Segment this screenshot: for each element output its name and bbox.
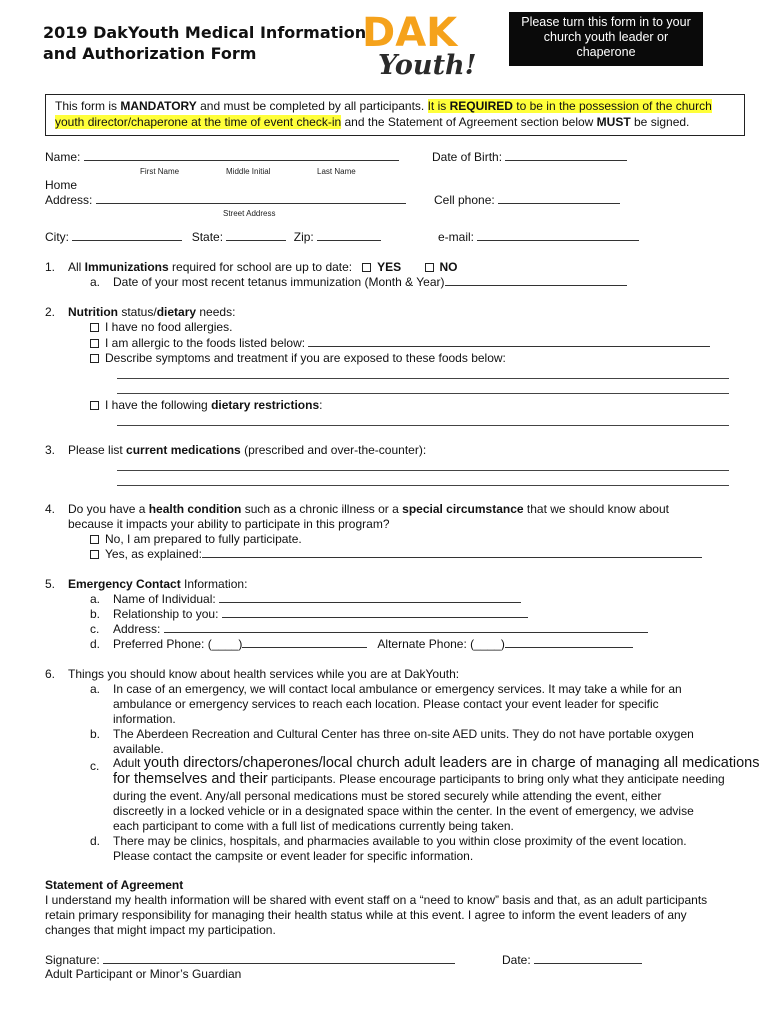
dob-row bbox=[432, 150, 627, 165]
agreement-text: I understand my health information will be shared with event staff on a “need to know” basis and that, as an adult participants bbox=[45, 893, 708, 907]
q2-part: status/ bbox=[118, 305, 157, 319]
zip-label: Zip: bbox=[293, 230, 314, 244]
no-allergies-checkbox[interactable] bbox=[90, 323, 99, 332]
dakyouth-logo bbox=[356, 6, 476, 80]
q2-number: 2. bbox=[45, 305, 56, 319]
q6c-line: each participant to come with a full list of medications currently being taken. bbox=[113, 819, 514, 833]
q5-text bbox=[68, 577, 247, 592]
signature-field[interactable] bbox=[103, 963, 455, 964]
q2-option-allergic bbox=[90, 336, 710, 351]
allergic-checkbox[interactable] bbox=[90, 339, 99, 348]
q5c-label: Address: bbox=[113, 622, 161, 636]
agreement-text: retain primary responsibility for managing their health status while at this event. I agree to inform the event leaders of any bbox=[45, 908, 687, 922]
notice-line: chaperone bbox=[576, 45, 636, 59]
q5a-label: Name of Individual: bbox=[113, 592, 216, 606]
q6b-letter: b. bbox=[90, 727, 101, 741]
mandatory-text: This form is bbox=[55, 99, 121, 113]
q2-option-restrictions bbox=[90, 398, 322, 413]
q6a-line: In case of an emergency, we will contact local ambulance or emergency services. It may take a while for an bbox=[113, 682, 682, 696]
q5b-letter: b. bbox=[90, 607, 101, 621]
q4-part: that we should know about bbox=[523, 502, 669, 516]
option-label: I have the following bbox=[105, 398, 212, 412]
q4-part: such as a chronic illness or a bbox=[241, 502, 403, 516]
cell-label: Cell phone: bbox=[434, 193, 495, 207]
option-label: No, I am prepared to fully participate. bbox=[105, 532, 302, 546]
mandatory-text: and must be completed by all participants. bbox=[196, 99, 428, 113]
q5d bbox=[113, 637, 633, 652]
logo-text-top: DAK bbox=[362, 10, 458, 56]
mandatory-notice-box bbox=[45, 94, 745, 136]
q5b-label: Relationship to you: bbox=[113, 607, 219, 621]
tetanus-date-field[interactable] bbox=[445, 285, 627, 286]
q5-number: 5. bbox=[45, 577, 56, 591]
address-field[interactable] bbox=[96, 203, 406, 204]
q2-option-describe bbox=[90, 351, 506, 366]
must-emphasis: MUST bbox=[596, 115, 631, 129]
describe-checkbox[interactable] bbox=[90, 354, 99, 363]
q1-part: All bbox=[68, 260, 85, 274]
yes-label: YES bbox=[377, 260, 402, 274]
cell-row bbox=[434, 193, 620, 208]
cell-phone-field[interactable] bbox=[498, 203, 620, 204]
middle-initial-caption: Middle Initial bbox=[226, 167, 271, 176]
mandatory-text: and the Statement of Agreement section below bbox=[341, 115, 597, 129]
q4-number: 4. bbox=[45, 502, 56, 516]
q2-emphasis: Nutrition bbox=[68, 305, 118, 319]
alternate-phone-field[interactable] bbox=[505, 647, 633, 648]
notice-line: Please turn this form in to your bbox=[521, 15, 691, 29]
q6d-line: Please contact the campsite or event leader for specific information. bbox=[113, 849, 474, 863]
q6-intro: Things you should know about health services while you are at DakYouth: bbox=[68, 667, 460, 681]
notice-line: church youth leader or bbox=[543, 30, 669, 44]
q4-text-line2: because it impacts your ability to participate in this program? bbox=[68, 517, 390, 531]
signature-label: Signature: bbox=[45, 953, 100, 967]
q5d-letter: d. bbox=[90, 637, 101, 651]
q3-number: 3. bbox=[45, 443, 56, 457]
q1-emphasis: Immunizations bbox=[84, 260, 169, 274]
q1a-label: Date of your most recent tetanus immunization (Month & Year) bbox=[113, 275, 445, 289]
q4-part: Do you have a bbox=[68, 502, 149, 516]
symptoms-line[interactable] bbox=[117, 378, 729, 379]
dob-field[interactable] bbox=[505, 160, 627, 161]
home-label: Home bbox=[45, 178, 78, 192]
q1a-text bbox=[113, 275, 627, 290]
name-row bbox=[45, 150, 399, 165]
q6d-line: There may be clinics, hospitals, and pharmacies available to you within close proximity of the event location. bbox=[113, 834, 687, 848]
q3-text bbox=[68, 443, 426, 458]
q6b-line: The Aberdeen Recreation and Cultural Center has three on-site AED units. They do not have portable oxygen bbox=[113, 727, 694, 741]
q5-emphasis: Emergency Contact bbox=[68, 577, 181, 591]
q6c-letter: c. bbox=[90, 759, 100, 773]
city-label: City: bbox=[45, 230, 69, 244]
q6d-letter: d. bbox=[90, 834, 101, 848]
q3-part: Please list bbox=[68, 443, 127, 457]
restrictions-line[interactable] bbox=[117, 425, 729, 426]
relationship-field[interactable] bbox=[222, 617, 528, 618]
q1a-letter: a. bbox=[90, 275, 101, 289]
guardian-caption: Adult Participant or Minor’s Guardian bbox=[45, 967, 242, 981]
no-label: NO bbox=[439, 260, 458, 274]
q1-number: 1. bbox=[45, 260, 56, 274]
yes-checkbox[interactable] bbox=[362, 263, 371, 272]
no-checkbox[interactable] bbox=[425, 263, 434, 272]
option-label: I have no food allergies. bbox=[105, 320, 233, 334]
q1-part: required for school are up to date: bbox=[168, 260, 353, 274]
logo-text-bottom: Youth! bbox=[378, 50, 476, 80]
option-label: Describe symptoms and treatment if you are exposed to these foods below: bbox=[105, 351, 506, 365]
email-row bbox=[438, 230, 639, 245]
q6a-line: ambulance or emergency services to reach each location. Please contact your event leader for specific bbox=[113, 697, 659, 711]
q6c-line1 bbox=[113, 756, 759, 771]
mandatory-highlight: It is bbox=[427, 99, 450, 113]
title-line-1: 2019 DakYouth Medical Information bbox=[43, 23, 367, 42]
q6b-line: available. bbox=[113, 742, 164, 756]
first-name-caption: First Name bbox=[140, 167, 180, 176]
q5-part: Information: bbox=[180, 577, 248, 591]
fully-participate-checkbox[interactable] bbox=[90, 535, 99, 544]
preferred-phone-field[interactable] bbox=[242, 647, 367, 648]
q5a bbox=[113, 592, 521, 607]
q6a-line: information. bbox=[113, 712, 176, 726]
dob-label: Date of Birth: bbox=[432, 150, 503, 164]
option-label: I am allergic to the foods listed below: bbox=[105, 336, 306, 350]
q4-text bbox=[68, 502, 669, 517]
date-label: Date: bbox=[502, 953, 531, 967]
mandatory-highlight: to be in the possession of the church bbox=[512, 99, 712, 113]
restrictions-emphasis: dietary restrictions bbox=[211, 398, 320, 412]
q1-text bbox=[68, 260, 458, 275]
medications-line[interactable] bbox=[117, 485, 729, 486]
mandatory-highlight: youth director/chaperone at the time of event check-in bbox=[55, 115, 342, 129]
alt-phone-label: Alternate Phone: (____) bbox=[377, 637, 505, 651]
mandatory-emphasis: MANDATORY bbox=[120, 99, 197, 113]
explanation-field[interactable] bbox=[202, 557, 702, 558]
last-name-caption: Last Name bbox=[317, 167, 356, 176]
q6c-line: during the event. Any/all personal medications must be stored securely while attending the event, either bbox=[113, 789, 662, 803]
yes-explained-checkbox[interactable] bbox=[90, 550, 99, 559]
date-field[interactable] bbox=[534, 963, 642, 964]
q5c bbox=[113, 622, 648, 637]
q2-option-no-allergies bbox=[90, 320, 232, 335]
form-title bbox=[43, 22, 366, 64]
required-emphasis: REQUIRED bbox=[449, 99, 513, 113]
q6-number: 6. bbox=[45, 667, 56, 681]
turn-in-notice bbox=[509, 12, 703, 66]
contact-name-field[interactable] bbox=[219, 602, 521, 603]
q6c-part: participants. Please encourage participants to bring only what they anticipate needing bbox=[267, 772, 725, 786]
q5a-letter: a. bbox=[90, 592, 101, 606]
q2-part: needs: bbox=[196, 305, 236, 319]
q5c-letter: c. bbox=[90, 622, 100, 636]
option-label: Yes, as explained: bbox=[105, 547, 202, 561]
q2-text bbox=[68, 305, 235, 320]
date-row bbox=[502, 953, 642, 968]
contact-address-field[interactable] bbox=[164, 632, 648, 633]
q6c-line2 bbox=[113, 772, 725, 787]
city-field[interactable] bbox=[72, 240, 182, 241]
q3-emphasis: current medications bbox=[126, 443, 241, 457]
q6c-large-part: youth directors/chaperones/local church adult leaders are in charge of managing all medications bbox=[143, 755, 760, 771]
name-field[interactable] bbox=[84, 160, 399, 161]
allergy-field[interactable] bbox=[308, 346, 710, 347]
q3-part: (prescribed and over-the-counter): bbox=[240, 443, 427, 457]
email-label: e-mail: bbox=[438, 230, 475, 244]
address-row bbox=[45, 193, 406, 208]
q2-emphasis: dietary bbox=[156, 305, 197, 319]
medications-line[interactable] bbox=[117, 470, 729, 471]
agreement-text: changes that might impact my participation. bbox=[45, 923, 276, 937]
address-label: Address: bbox=[45, 193, 93, 207]
q6c-line: discreetly in a locked vehicle or in a designated space within the center. In the event of emergency, we advise bbox=[113, 804, 694, 818]
state-label: State: bbox=[191, 230, 224, 244]
q5d-label: Preferred Phone: (____) bbox=[113, 637, 243, 651]
email-field[interactable] bbox=[477, 240, 639, 241]
q4-option-no bbox=[90, 532, 302, 547]
option-label: : bbox=[319, 398, 323, 412]
q4-emphasis: special circumstance bbox=[402, 502, 524, 516]
q4-emphasis: health condition bbox=[148, 502, 242, 516]
q6c-large-part: for themselves and their bbox=[113, 771, 268, 787]
q4-option-yes bbox=[90, 547, 702, 562]
state-field[interactable] bbox=[226, 240, 286, 241]
mandatory-text: be signed. bbox=[630, 115, 690, 129]
zip-field[interactable] bbox=[317, 240, 381, 241]
restrictions-checkbox[interactable] bbox=[90, 401, 99, 410]
city-state-zip-row bbox=[45, 230, 381, 245]
title-line-2: and Authorization Form bbox=[43, 44, 257, 63]
name-label: Name: bbox=[45, 150, 81, 164]
agreement-heading: Statement of Agreement bbox=[45, 878, 184, 892]
q5b bbox=[113, 607, 528, 622]
symptoms-line[interactable] bbox=[117, 393, 729, 394]
street-address-caption: Street Address bbox=[223, 209, 276, 218]
q6a-letter: a. bbox=[90, 682, 101, 696]
q6c-part: Adult bbox=[113, 756, 144, 770]
signature-row bbox=[45, 953, 455, 968]
